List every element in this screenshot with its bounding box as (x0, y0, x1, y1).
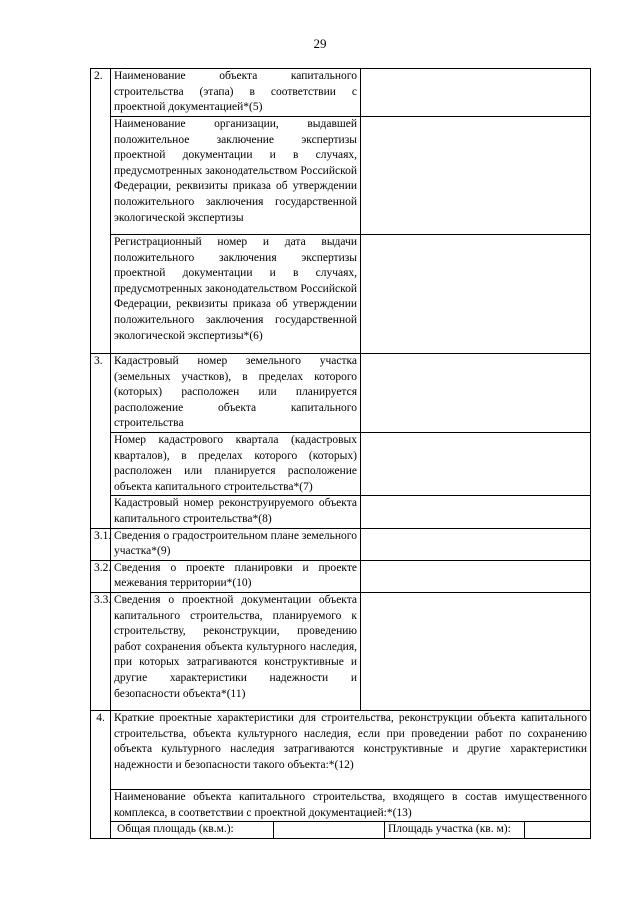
plot-area-value[interactable] (525, 822, 587, 838)
row-number: 3.2. (91, 560, 111, 592)
field-value-cadastral-number-plot[interactable] (361, 354, 591, 433)
page-number: 29 (313, 36, 327, 51)
row-number: 4. (91, 710, 111, 838)
field-value-reconstructed-object[interactable] (361, 496, 591, 528)
row-number: 3.3. (91, 592, 111, 710)
row-number: 2. (91, 69, 111, 354)
area-fields-row (114, 822, 587, 838)
field-label-cadastral-number-plot: Кадастровый номер земельного участка (земельных участков), в пределах которого (которых) расположен или планируется расположение объекта капитального строительства (114, 355, 357, 430)
field-value-object-name[interactable] (361, 69, 591, 117)
field-label-project-documentation: Сведения о проектной документации объекта капитального строительства, планируемого к строительству, реконструкции, проведению работ сохранения объекта культурного наследия, при которых затрагиваются конструктивные и другие характеристики надежности и безопасности объекта*(11) (114, 593, 357, 700)
field-value-registration-number[interactable] (361, 235, 591, 354)
field-value-cadastral-quarter[interactable] (361, 433, 591, 496)
field-label-urban-plan: Сведения о градостроительном плане земельного участка*(9) (114, 529, 357, 558)
table-row (91, 822, 591, 839)
field-value-project-documentation[interactable] (361, 592, 591, 710)
table-row (91, 117, 591, 235)
field-value-expertise-org[interactable] (361, 117, 591, 235)
total-area-value[interactable] (274, 822, 385, 838)
table-row (91, 433, 591, 496)
table-row (91, 789, 591, 821)
table-row (91, 496, 591, 528)
field-value-urban-plan[interactable] (361, 528, 591, 560)
plot-area-label: Площадь участка (кв. м): (385, 822, 525, 838)
field-label-project-characteristics: Краткие проектные характеристики для строительства, реконструкции объекта капитального строительства, объекта культурного наследия, если при проведении работ по сохранению объекта культурного наследия затрагиваются конструктивные и другие характеристики надежности и безопасности такого объекта:*(12) (114, 711, 587, 771)
row-number: 3. (91, 354, 111, 529)
field-label-reconstructed-object: Кадастровый номер реконструируемого объекта капитального строительства*(8) (114, 497, 357, 525)
field-label-property-complex-object: Наименование объекта капитального строительства, входящего в состав имущественного комплекса, в соответствии с проектной документацией:*(13) (114, 790, 587, 819)
table-row (91, 710, 591, 789)
table-row (91, 560, 591, 592)
table-row (91, 592, 591, 710)
field-label-cadastral-quarter: Номер кадастрового квартала (кадастровых кварталов), в пределах которого (которых) расположен или планируется расположение объекта капитального строительства*(7) (114, 434, 357, 493)
table-row (91, 235, 591, 354)
table-row (91, 69, 591, 117)
row-number: 3.1. (91, 528, 111, 560)
field-label-expertise-org: Наименование организации, выдавшей положительное заключение экспертизы проектной документации и в случаях, предусмотренных законодательством Российской Федерации, реквизиты приказа об утверждении положительного заключения государственной экологической экспертизы (114, 118, 357, 224)
field-value-planning-project[interactable] (361, 560, 591, 592)
field-label-object-name: Наименование объекта капитального строительства (этапа) в соответствии с проектной документацией*(5) (114, 70, 357, 114)
permit-form-table (90, 68, 591, 839)
table-row (91, 354, 591, 433)
field-label-registration-number: Регистрационный номер и дата выдачи положительного заключения экспертизы проектной документации и в случаях, предусмотренных законодательством Российской Федерации, реквизиты приказа об утверждении положительного заключения государственной экологической экспертизы*(6) (114, 236, 357, 342)
field-label-planning-project: Сведения о проекте планировки и проекте межевания территории*(10) (114, 561, 357, 590)
table-row (91, 528, 591, 560)
total-area-label: Общая площадь (кв.м.): (114, 822, 274, 838)
